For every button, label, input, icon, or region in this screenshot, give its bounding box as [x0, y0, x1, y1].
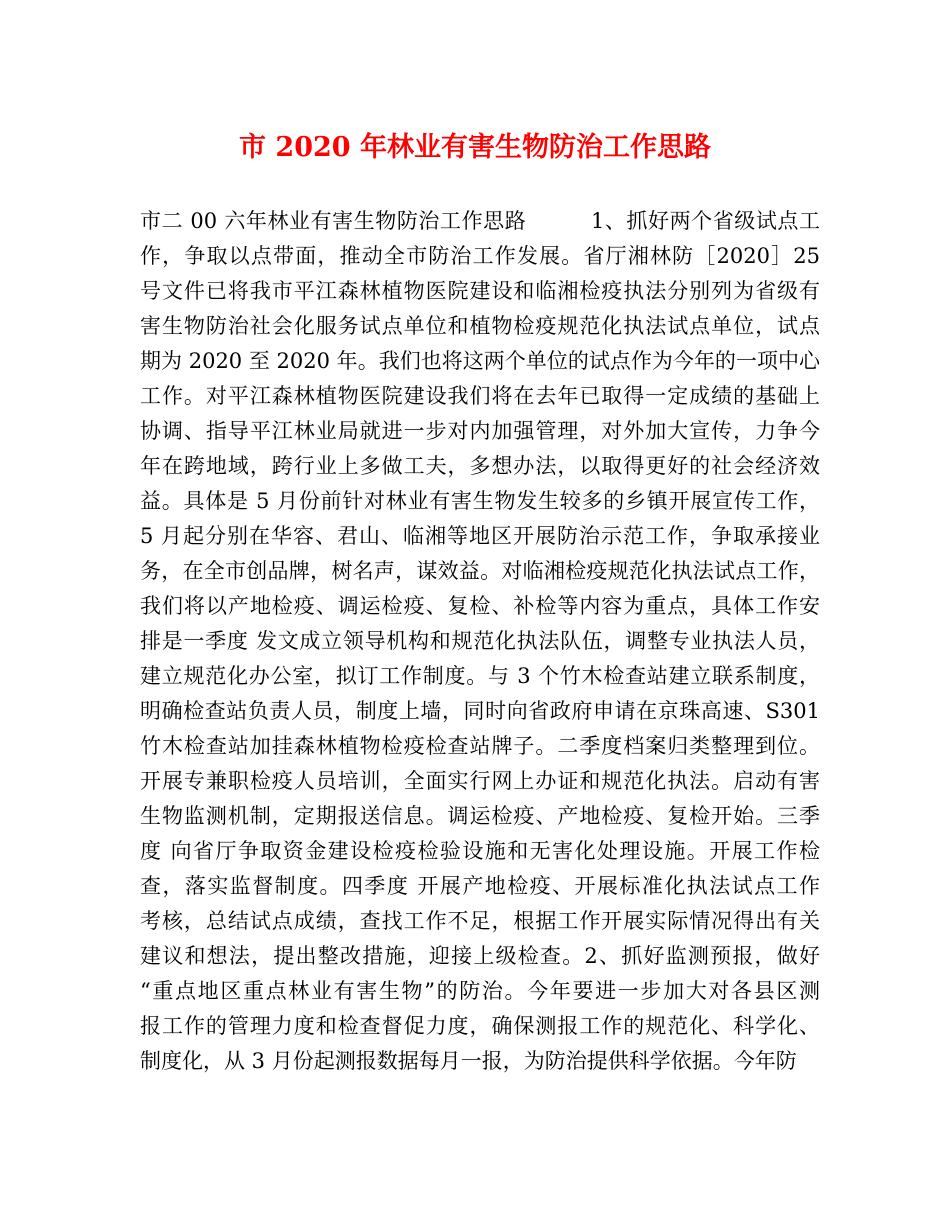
body-line: 害生物防治社会化服务试点单位和植物检疫规范化执法试点单位，试点: [140, 314, 820, 338]
body-line: 工作。对平江森林植物医院建设我们将在去年已取得一定成绩的基础上: [140, 384, 820, 408]
body-line: 5 月起分别在华容、君山、临湘等地区开展防治示范工作，争取承接业: [140, 524, 820, 548]
body-line: 我们将以产地检疫、调运检疫、复检、补检等内容为重点，具体工作安: [140, 594, 820, 618]
body-line: 开展专兼职检疫人员培训，全面实行网上办证和规范化执法。启动有害: [140, 769, 820, 793]
body-line: 益。具体是 5 月份前针对林业有害生物发生较多的乡镇开展宣传工作，: [140, 489, 820, 513]
document-body: [140, 204, 820, 1079]
body-line: 查，落实监督制度。四季度 开展产地检疫、开展标准化执法试点工作: [140, 874, 820, 898]
body-line: 市二 00 六年林业有害生物防治工作思路 1、抓好两个省级试点工: [140, 209, 820, 233]
body-line: 建立规范化办公室，拟订工作制度。与 3 个竹木检查站建立联系制度，: [140, 664, 820, 688]
body-line: 生物监测机制，定期报送信息。调运检疫、产地检疫、复检开始。三季: [140, 804, 820, 828]
body-line: 制度化，从 3 月份起测报数据每月一报，为防治提供科学依据。今年防: [140, 1049, 797, 1073]
body-line: 报工作的管理力度和检查督促力度，确保测报工作的规范化、科学化、: [140, 1014, 820, 1038]
body-line: 度 向省厅争取资金建设检疫检验设施和无害化处理设施。开展工作检: [140, 839, 820, 863]
body-line: 考核，总结试点成绩，查找工作不足，根据工作开展实际情况得出有关: [140, 909, 820, 933]
body-line: 作，争取以点带面，推动全市防治工作发展。省厅湘林防［2020］25: [140, 244, 820, 268]
body-line: 务，在全市创品牌，树名声，谋效益。对临湘检疫规范化执法试点工作，: [140, 559, 820, 583]
body-line: 号文件已将我市平江森林植物医院建设和临湘检疫执法分别列为省级有: [140, 279, 820, 303]
body-line: 排是一季度 发文成立领导机构和规范化执法队伍，调整专业执法人员，: [140, 629, 820, 653]
body-line: 年在跨地域，跨行业上多做工夫，多想办法，以取得更好的社会经济效: [140, 454, 820, 478]
body-line: 期为 2020 至 2020 年。我们也将这两个单位的试点作为今年的一项中心: [140, 349, 820, 373]
body-line: “重点地区重点林业有害生物”的防治。今年要进一步加大对各县区测: [140, 979, 820, 1003]
body-line: 协调、指导平江林业局就进一步对内加强管理，对外加大宣传，力争今: [140, 419, 820, 443]
body-line: 建议和想法，提出整改措施，迎接上级检查。2、抓好监测预报，做好: [140, 944, 820, 968]
document-title: 市 2020 年林业有害生物防治工作思路: [239, 132, 711, 163]
body-line: 明确检查站负责人员，制度上墙，同时向省政府申请在京珠高速、S301: [140, 699, 820, 723]
body-line: 竹木检查站加挂森林植物检疫检查站牌子。二季度档案归类整理到位。: [140, 734, 820, 758]
